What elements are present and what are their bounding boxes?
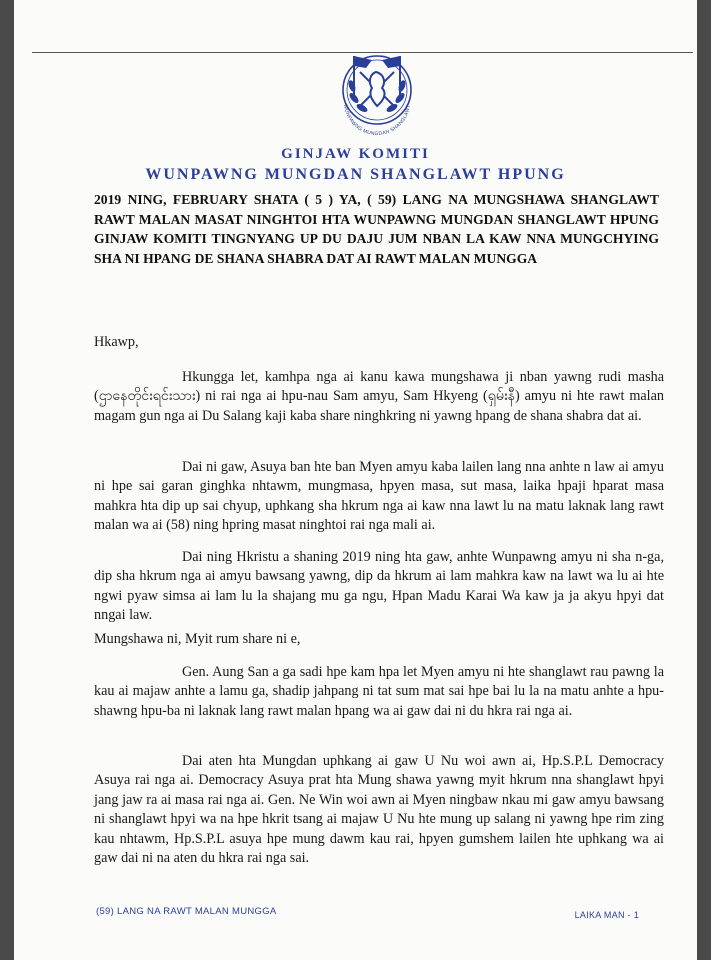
section-salutation: Mungshawa ni, Myit rum share ni e, (94, 631, 301, 647)
paragraph-3: Dai ning Hkristu a shaning 2019 ning hta gaw, anhte Wunpawng amyu ni sha n-ga, dip sha hkrum nga ai amyu bawsang yawng, dip da hkrum ai lam mahkra kaw na lawt wa lu ai hte ngwi pyaw simsa ai lam lu la shajang mu ga ngu, Hpan Madu Karai Wa kaw ja ja akyu hpyi dat nngai law. (94, 549, 664, 624)
paragraph-2: Dai ni gaw, Asuya ban hte ban Myen amyu kaba lailen lang nna anhte n law ai amyu ni hpe sai garan ginghka nhtawm, mungmasa, hpyen masa, sut masa, laika hpaji hparat masa mahkra hta dip up sai chyup, uphkang sha hkrum nga ai kaw nna lawt lu na matu laknak lang rawt malan wa ai (58) ning hpring masat ninghtoi rai nga mali ai. (94, 459, 664, 534)
paragraph-1: Hkungga let, kamhpa nga ai kanu kawa mungshawa ji nban yawng rudi masha (ဌာနေတိုင်းရင်းသား) ni rai nga ai hpu-nau Sam amyu, Sam Hkyeng (ရှမ်းနီ) amyu ni hte rawt malan magam gun nga ai Du Salang kaji kaba share ninghkring ni yawng hpang de shana shabra dat ai. (94, 369, 664, 424)
statement-headline: 2019 NING, FEBRUARY SHATA ( 5 ) YA, ( 59) LANG NA MUNGSHAWA SHANGLAWT RAWT MALAN MASAT NINGHTOI HTA WUNPAWNG MUNGDAN SHANGLAWT HPUNG GINJAW KOMITI TINGNYANG UP DU DAJU JUM NBAN LA KAW NNA MUNGCHYING SHA NI HPANG DE SHANA SHABRA DAT AI RAWT MALAN MUNGGA (94, 192, 659, 266)
paragraph-4: Gen. Aung San a ga sadi hpe kam hpa let Myen amyu ni hte shanglawt rau pawng la kau ai majaw anhte a lamu ga, shadip jahpang ni tat sum mat sai hpe bai lu la na matu anhte a hpu-shawng hpu-ba ni laknak lang rawt malan hpang wa ai gaw dai ni du hkra rai nga ai. (94, 664, 664, 719)
organization-emblem (332, 42, 422, 138)
paragraph-5: Dai aten hta Mungdan uphkang ai gaw U Nu woi awn ai, Hp.S.P.L Democracy Asuya rai nga ai. Democracy Asuya prat hta Mung shawa yawng myit hkrum nna shanglawt hpyi jang jaw ra ai masa rai nga ai. Gen. Ne Win woi awn ai Myen ningbaw nkau mi gaw amyu bawsang ni shanglawt hpyi wa na hpe hkrit tsang ai majaw U Nu hte mung up salang ni yawng hpe rim zing kau nhtawm, Hp.S.P.L asuya hpe mung dawm kau rai, hpyen gumshem lailen hte uphkang wa ai gaw dai ni na aten du hkra rai nga sai. (94, 753, 664, 867)
footer-title: (59) LANG NA RAWT MALAN MUNGGA (96, 906, 277, 917)
salutation: Hkawp, (94, 334, 139, 350)
org-committee-name: GINJAW KOMITI (281, 146, 430, 162)
emblem-text: WUNPAWNG MUNGDAN SHANGLAWT (342, 103, 412, 138)
svg-text:WUNPAWNG MUNGDAN SHANGLAWT (342, 104, 412, 137)
document-page (14, 0, 697, 960)
org-full-name: WUNPAWNG MUNGDAN SHANGLAWT HPUNG (145, 166, 566, 183)
page-number: LAIKA MAN - 1 (574, 910, 639, 920)
